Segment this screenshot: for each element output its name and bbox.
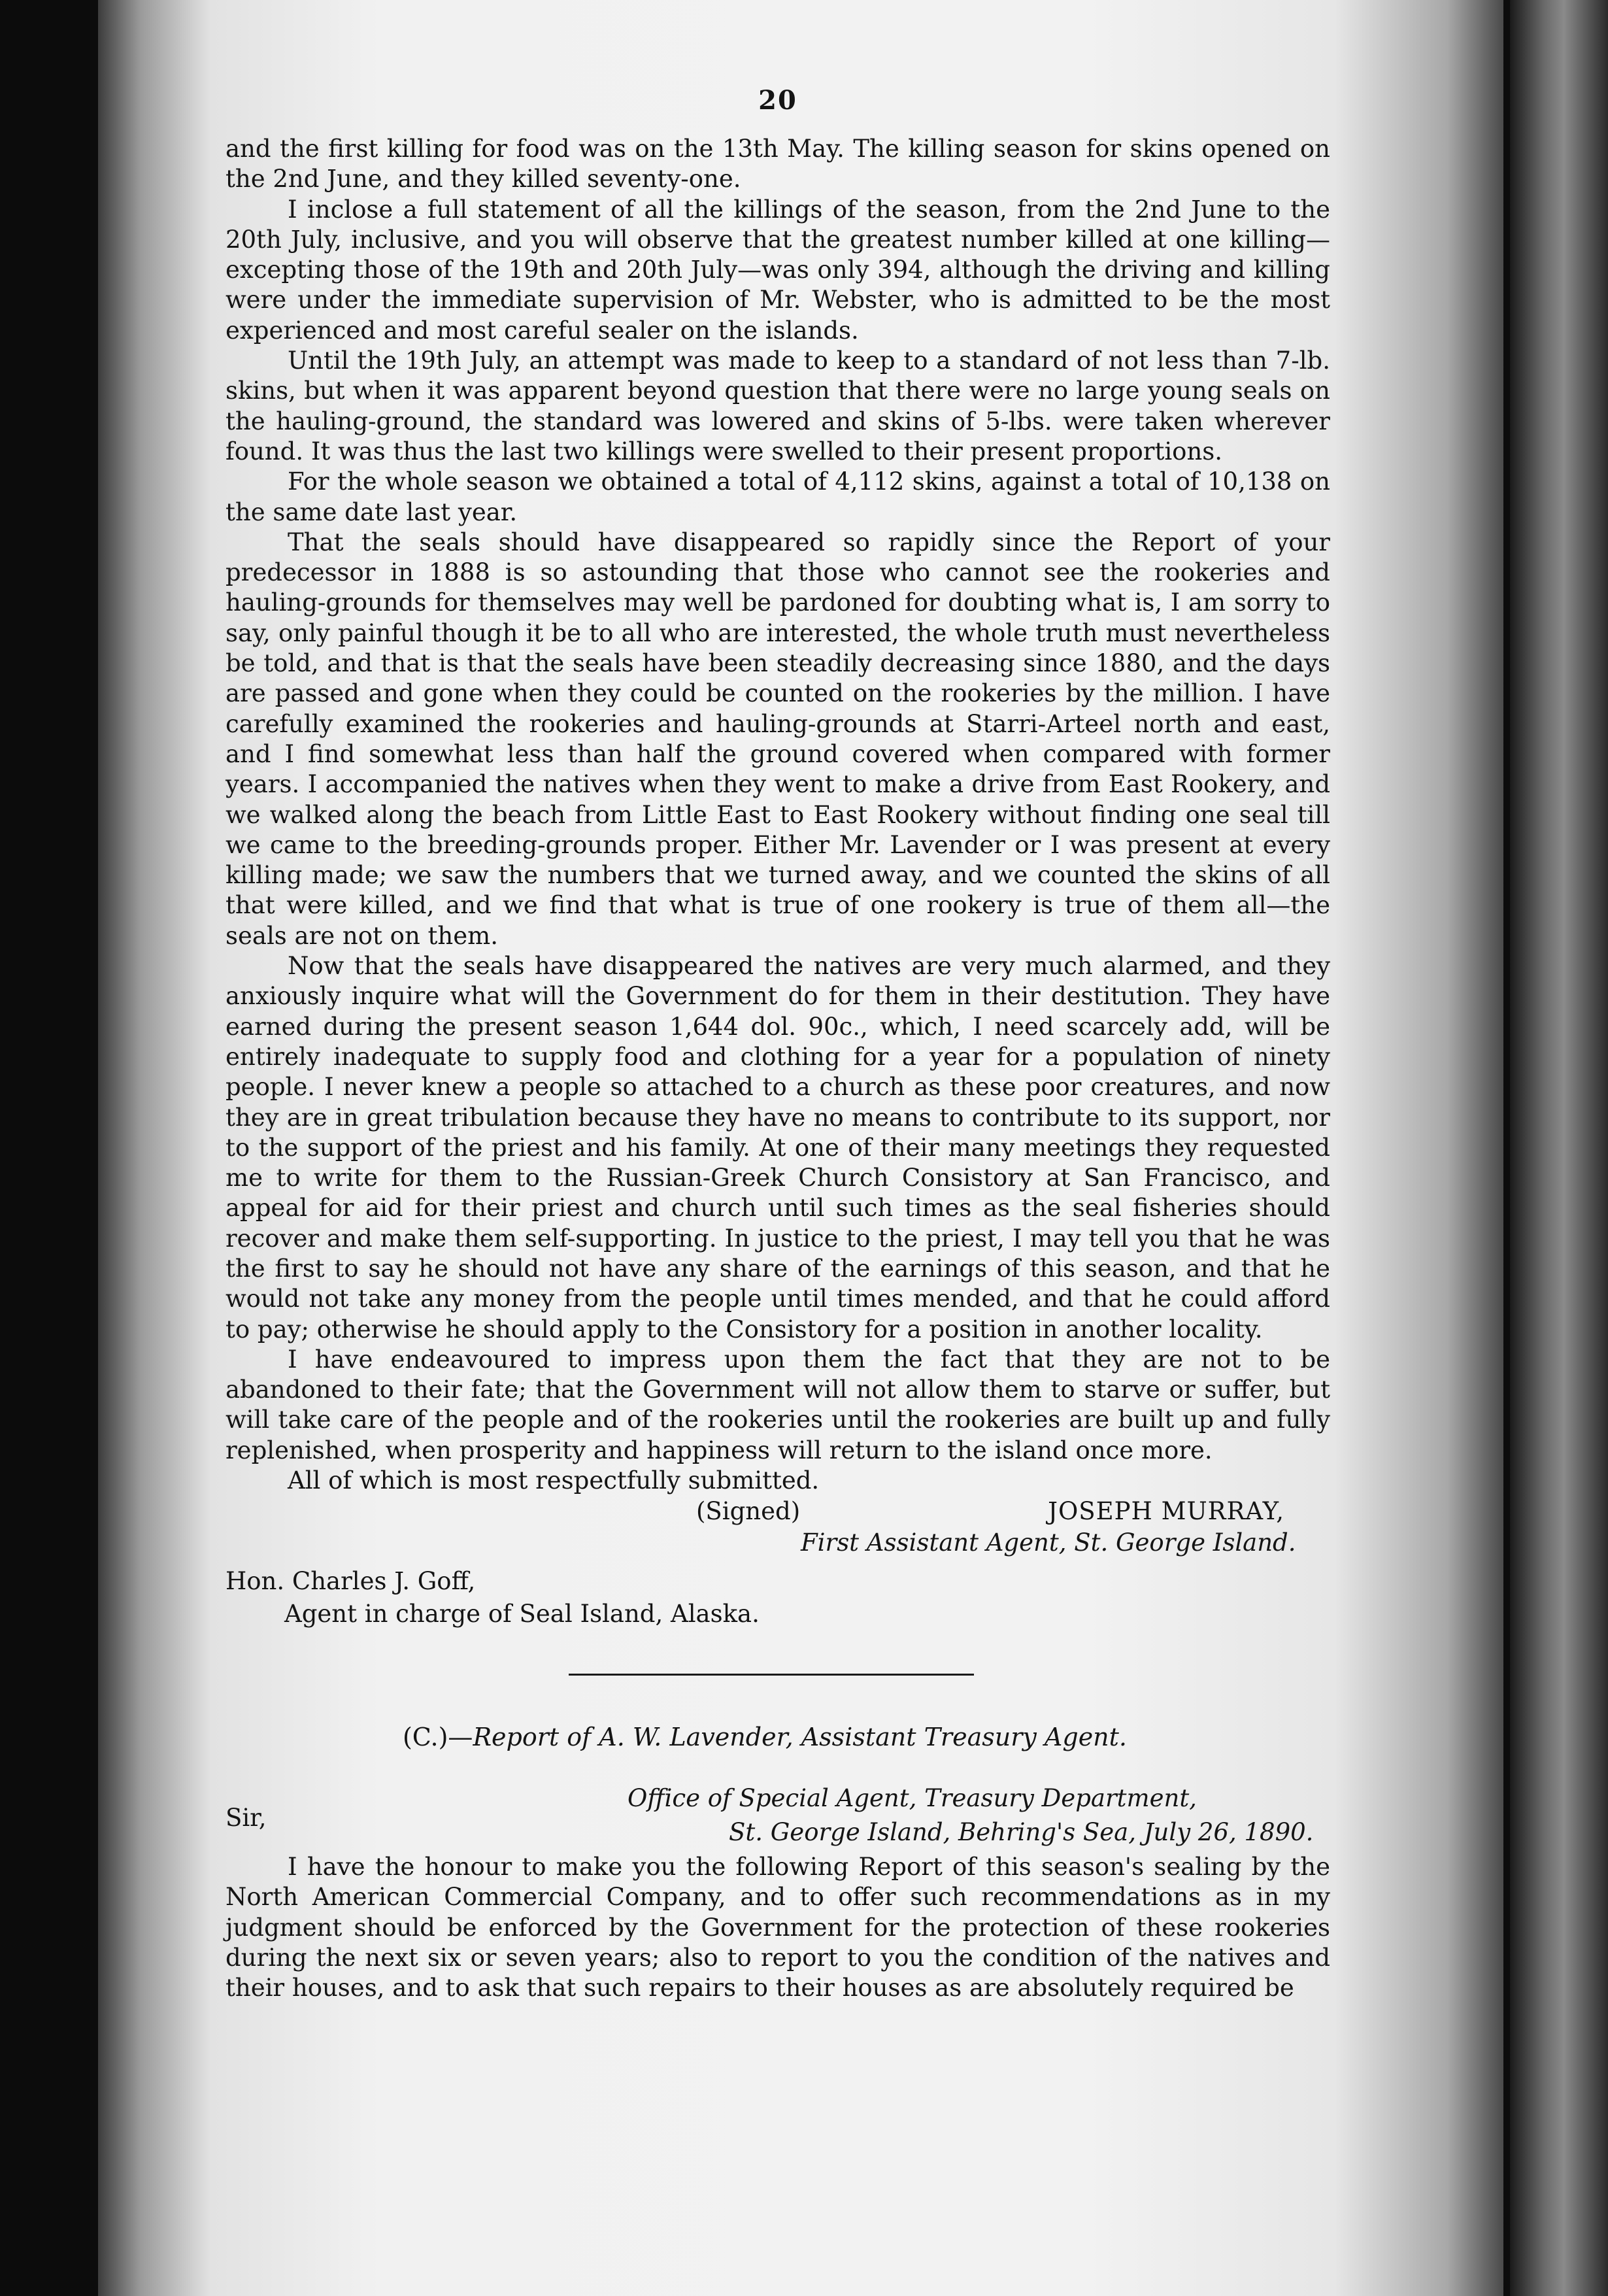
page-content (226, 85, 1330, 2004)
addressee-name: Hon. Charles J. Goff, (226, 1567, 476, 1596)
document-page (98, 0, 1503, 2296)
signed-label: (Signed) (696, 1497, 801, 1526)
letter-header (226, 1783, 1330, 1851)
paragraph-4: For the whole season we obtained a total of 4,112 skins, against a total of 10,138 on the same date last year. (226, 467, 1330, 526)
closing-line: All of which is most respectfully submitted. (288, 1466, 820, 1495)
section-label: (C.)— (402, 1723, 473, 1752)
salutation: Sir, (226, 1804, 267, 1832)
section-title: Report of A. W. Lavender, Assistant Treasury Agent. (473, 1723, 1127, 1752)
signatory-name: JOSEPH MURRAY, (1048, 1497, 1284, 1526)
page-number: 20 (758, 85, 797, 116)
section-divider (569, 1674, 974, 1676)
letter-body: I have the honour to make you the following Report of this season's sealing by the North American Commercial Company, and to offer such recommendations as in my judgment should be enforced by the Government for the protection of these rookeries during the next six or seven years; also to report to you the condition of the natives and their houses, and to ask that such repairs to their houses as are absolutely required be (226, 1853, 1330, 2002)
section-heading (226, 1721, 1330, 1753)
signature-row (696, 1496, 1284, 1527)
paragraph-1: and the first killing for food was on the 13th May. The killing season for skins opened on the 2nd June, and they killed seventy-one. (226, 135, 1330, 194)
office-line-1: Office of Special Agent, Treasury Department, (628, 1784, 1197, 1813)
adjacent-page-edge (1510, 0, 1608, 2296)
paragraph-6: Now that the seals have disappeared the natives are very much alarmed, and they anxiously inquire what will the Government do for them in their destitution. They have earned during the present season 1,644 dol. 90c., which, I need scarcely add, will be entirely inadequate to supply food and clothing for a year for a population of ninety people. I never knew a people so attached to a church as these poor creatures, and now they are in great tribulation because they have no means to contribute to its support, nor to the support of the priest and his family. At one of their many meetings they requested me to write for them to the Russian-Greek Church Consistory at San Francisco, and appeal for aid for their priest and church until such times as the seal fisheries should recover and make them self-supporting. In justice to the priest, I may tell you that he was the first to say he should not have any share of the earnings of this season, and that he would not take any money from the people until times mended, and that he could afford to pay; otherwise he should apply to the Consistory for a position in another locality. (226, 952, 1330, 1343)
office-line-2: St. George Island, Behring's Sea, July 26, 1890. (729, 1818, 1314, 1847)
paragraph-3: Until the 19th July, an attempt was made to keep to a standard of not less than 7-lb. skins, but when it was apparent beyond question that there were no large young seals on the hauling-ground, the standard was lowered and skins of 5-lbs. were taken wherever found. It was thus the last two killings were swelled to their present proportions. (226, 346, 1330, 465)
paragraph-7: I have endeavoured to impress upon them the fact that they are not to be abandoned to their fate; that the Government will not allow them to starve or suffer, but will take care of the people and of the rookeries until the rookeries are built up and fully replenished, when prosperity and happiness will return to the island once more. (226, 1345, 1330, 1464)
signatory-title: First Assistant Agent, St. George Island. (801, 1528, 1296, 1557)
addressee-role: Agent in charge of Seal Island, Alaska. (284, 1600, 760, 1629)
paragraph-5: That the seals should have disappeared so rapidly since the Report of your predecessor in 1888 is so astounding that those who cannot see the rookeries and hauling-grounds for themselves may well be pardoned for doubting what is, I am sorry to say, only painful though it be to all who are interested, the whole truth must nevertheless be told, and that is that the seals have been steadily decreasing since 1880, and the days are passed and gone when they could be counted on the rookeries by the million. I have carefully examined the rookeries and hauling-grounds at Starri-Arteel north and east, and I find somewhat less than half the ground covered when compared with former years. I accompanied the natives when they went to make a drive from East Rookery, and we walked along the beach from Little East to East Rookery without finding one seal till we came to the breeding-grounds proper. Either Mr. Lavender or I was present at every killing made; we saw the numbers that we turned away, and we counted the skins of all that were killed, and we find that what is true of one rookery is true of them all—the seals are not on them. (226, 528, 1330, 950)
paragraph-2: I inclose a full statement of all the killings of the season, from the 2nd June to the 20th July, inclusive, and you will observe that the greatest number killed at one killing—excepting those of the 19th and 20th July—was only 394, although the driving and killing were under the immediate supervision of Mr. Webster, who is admitted to be the most experienced and most careful sealer on the islands. (226, 195, 1330, 345)
addressee-block (226, 1565, 1330, 1630)
